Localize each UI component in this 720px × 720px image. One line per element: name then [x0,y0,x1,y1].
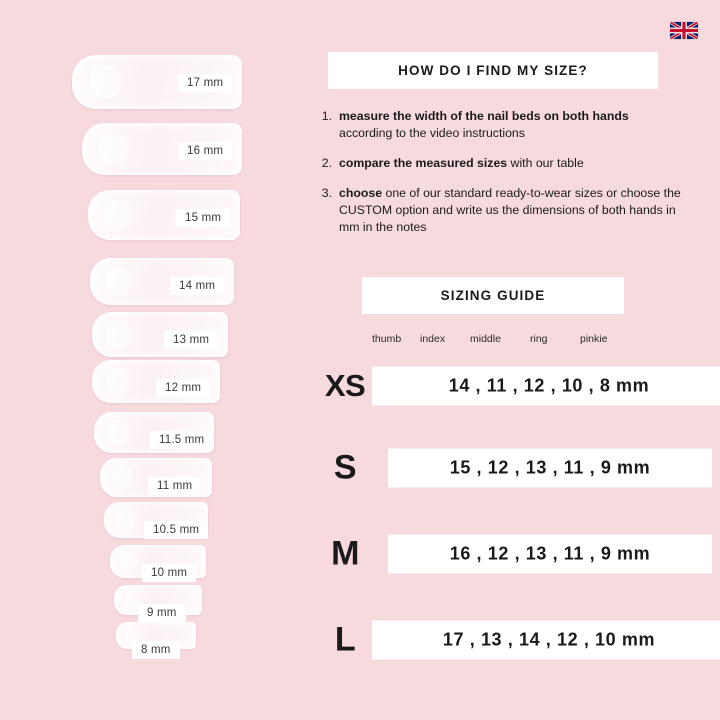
size-letter: XS [324,368,366,403]
find-size-steps [310,108,682,249]
size-row [310,528,710,580]
size-letter: S [333,448,357,487]
finger-header: thumb [372,333,402,345]
nail-size-label: 15 mm [176,209,230,227]
find-size-title: HOW DO I FIND MY SIZE? [328,52,658,89]
size-row [310,442,710,494]
nail-size-row [0,258,300,314]
finger-header: middle [470,333,501,345]
size-values: 17 , 13 , 14 , 12 , 10 mm [372,621,720,660]
step-text: choose one of our standard ready-to-wear sizes or choose the CUSTOM option and write us the dimensions of both hands in mm in the notes [339,185,681,234]
finger-header: pinkie [580,333,608,345]
size-values: 16 , 12 , 13 , 11 , 9 mm [388,535,712,574]
nail-size-label: 10.5 mm [144,521,208,539]
nail-size-label: 9 mm [138,604,186,622]
size-values: 15 , 12 , 13 , 11 , 9 mm [388,449,712,488]
nail-size-label: 10 mm [142,564,196,582]
size-values: 14 , 11 , 12 , 10 , 8 mm [372,367,720,406]
nail-size-label: 16 mm [178,142,232,160]
step-number: 2. [321,155,332,170]
finger-header: ring [530,333,548,345]
step-item [310,185,682,236]
size-letter: L [334,620,356,659]
nail-size-label: 12 mm [156,379,210,397]
nail-size-label: 14 mm [170,277,224,295]
size-row [310,614,710,666]
nail-size-row [0,123,300,179]
step-item [310,108,682,142]
sizing-guide-title: SIZING GUIDE [362,277,624,314]
nail-size-label: 11 mm [148,477,201,495]
nail-size-label: 17 mm [178,74,232,92]
nail-size-label: 13 mm [164,331,218,349]
size-row [310,360,710,412]
step-number: 3. [321,185,332,200]
nail-size-row [0,55,300,111]
nail-size-label: 11.5 mm [150,431,213,449]
step-item [310,155,682,172]
size-letter: M [331,534,359,573]
nail-size-row [0,360,300,416]
nail-size-row [0,622,300,678]
step-number: 1. [321,109,332,123]
nail-size-label: 8 mm [132,641,180,659]
finger-header: index [420,333,446,345]
nail-size-row [0,190,300,246]
right-column [310,0,710,720]
nail-size-chart [0,30,300,690]
step-text: compare the measured sizes with our table [339,155,584,170]
step-text: measure the width of the nail beds on both hands according to the video instructions [339,109,629,140]
